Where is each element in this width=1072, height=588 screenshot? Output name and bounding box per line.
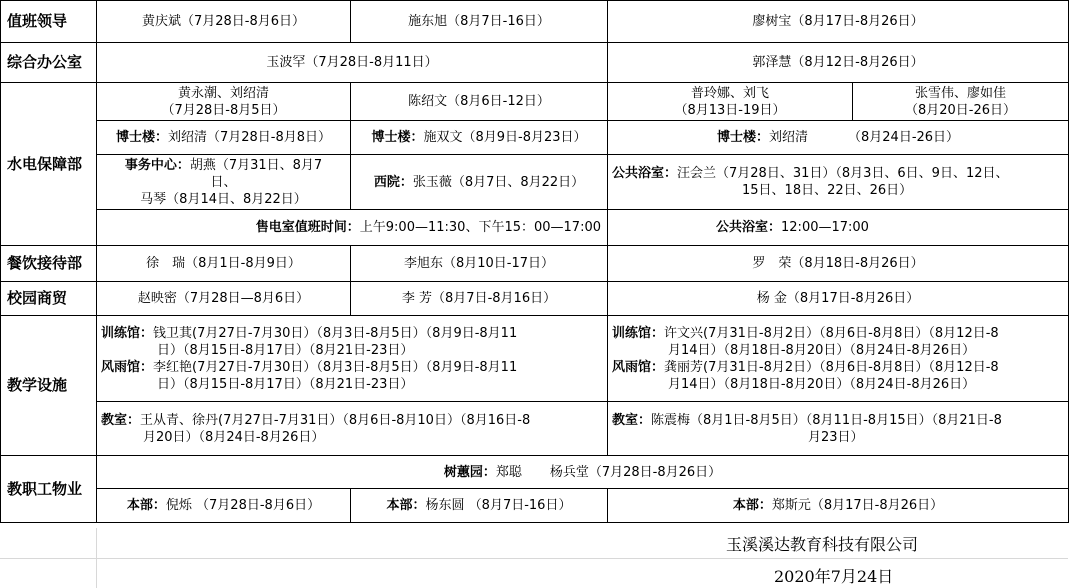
teaching-cell (97, 402, 608, 456)
property-label: 教职工物业 (1, 456, 97, 523)
gym-line (101, 325, 605, 342)
service-center-line (99, 191, 348, 208)
classroom-line (101, 412, 605, 429)
commerce-cell: 杨 金（8月17日-8月26日） (608, 282, 1069, 316)
building-text: 刘绍清 (768, 130, 808, 145)
leader-cell: 廖树宝（8月17日-8月26日） (608, 1, 1069, 43)
sales-hours-text: 上午9:00—11:30、下午15：00—17:00 (359, 220, 601, 235)
office-row (1, 43, 1069, 83)
property-cell (97, 489, 351, 523)
water-cell (853, 83, 1069, 121)
property-row-2 (1, 489, 1069, 523)
leader-label: 值班领导 (1, 1, 97, 43)
hall-text: 月14日）（8月18日-8月20日）（8月24日-8月26日） (668, 376, 976, 392)
bath-hours-label: 公共浴室： (716, 220, 782, 235)
office-label: 综合办公室 (1, 43, 97, 83)
water-cell (97, 155, 351, 210)
water-cell (608, 83, 853, 121)
commerce-label: 校园商贸 (1, 282, 97, 316)
classroom-text: 王从青、徐丹(7月27日-7月31日）（8月6日-8月10日）（8月16日-8 (140, 412, 531, 428)
water-row-2 (1, 121, 1069, 155)
water-names: 黄永潮、刘绍清 (177, 85, 269, 101)
service-center-text: 马琴（8月14日、8月22日） (140, 191, 307, 207)
water-cell (351, 155, 608, 210)
office-cell: 玉波罕（7月28日-8月11日） (97, 43, 608, 83)
hall-text: 龚丽芳(7月31日-8月2日）（8月6日-8月8日）（8月12日-8 (664, 359, 999, 375)
campus-label: 本部： (732, 498, 772, 513)
teaching-cell (608, 402, 1069, 456)
hall-line (101, 376, 605, 393)
bath-label: 公共浴室： (612, 166, 678, 181)
classroom-line (101, 429, 605, 446)
footer (0, 528, 1068, 588)
water-dates: （8月13日-19日） (674, 102, 786, 118)
bath-text: 15日、18日、22日、26日） (742, 183, 913, 198)
garden-text: 郑聪 (495, 464, 522, 480)
gym-text: 钱卫萁(7月27日-7月30日）（8月3日-8月5日）（8月9日-8月11 (153, 325, 518, 341)
building-text: 刘绍清（7月28日-8月8日） (167, 130, 332, 145)
water-dates: （8月20日-26日） (904, 102, 1017, 118)
teaching-cell (97, 316, 608, 402)
campus-label: 本部： (386, 498, 426, 513)
gym-line (612, 325, 1066, 342)
water-row-1 (1, 83, 1069, 121)
hall-label: 风雨馆： (612, 359, 665, 375)
gym-text: 许文兴(7月31日-8月2日）（8月6日-8月8日）（8月12日-8 (664, 325, 999, 341)
building-text: 施双文（8月9日-8月23日） (423, 130, 587, 145)
water-cell (97, 121, 351, 155)
property-cell (608, 489, 1069, 523)
water-cell (97, 83, 351, 121)
gym-text: 月14日）（8月18日-8月20日）（8月24日-8月26日） (668, 342, 976, 358)
water-cell (608, 210, 1069, 246)
company-name: 玉溪溪达教育科技有限公司 (726, 535, 919, 554)
teaching-cell (608, 316, 1069, 402)
west-yard-label: 西院： (373, 174, 413, 190)
catering-row (1, 246, 1069, 282)
gym-text: 日）（8月15日-8月17日）（8月21日-23日） (157, 342, 414, 358)
hall-line (612, 376, 1066, 393)
hall-line (101, 359, 605, 376)
water-cell: 陈绍文（8月6日-12日） (351, 83, 608, 121)
building-label: 博士楼： (115, 130, 168, 145)
property-cell (351, 489, 608, 523)
classroom-line (612, 412, 1066, 429)
teaching-row-2 (1, 402, 1069, 456)
catering-cell: 徐 瑞（8月1日-8月9日） (97, 246, 351, 282)
water-names: 普玲娜、刘飞 (690, 85, 769, 101)
water-cell (97, 210, 608, 246)
water-cell (608, 155, 1069, 210)
catering-cell: 罗 荣（8月18日-8月26日） (608, 246, 1069, 282)
water-row-3 (1, 155, 1069, 210)
gym-line (612, 342, 1066, 359)
hall-label: 风雨馆： (101, 359, 154, 375)
building-label: 博士楼： (371, 130, 424, 145)
document-date: 2020年7月24日 (774, 567, 894, 586)
classroom-text: 月23日） (808, 429, 864, 445)
garden-text: 杨兵堂（7月28日-8月26日） (549, 464, 722, 480)
classroom-text: 陈震梅（8月1日-8月5日）（8月11日-8月15日）（8月21日-8 (651, 412, 1002, 428)
property-cell (97, 456, 1069, 489)
campus-text: 杨东圆 （8月7日-16日） (425, 498, 572, 513)
office-cell: 郭泽慧（8月12日-8月26日） (608, 43, 1069, 83)
service-center-line (99, 157, 348, 174)
classroom-line (612, 429, 1066, 446)
commerce-row (1, 282, 1069, 316)
sales-hours-label: 售电室值班时间： (255, 220, 360, 235)
gym-line (101, 342, 605, 359)
service-center-line (99, 174, 348, 191)
bath-line (612, 165, 1066, 182)
water-cell (351, 121, 608, 155)
garden-label: 树蕙园： (443, 464, 496, 480)
west-yard-text: 张玉薇（8月7日、8月22日） (412, 174, 585, 190)
catering-cell: 李旭东（8月10日-17日） (351, 246, 608, 282)
bath-text: 汪会兰（7月28日、31日）（8月3日、6日、9日、12日、 (677, 166, 1009, 181)
building-text: （8月24日-26日） (848, 130, 960, 145)
water-row-4 (1, 210, 1069, 246)
bath-line (612, 182, 1066, 199)
gym-label: 训练馆： (101, 325, 154, 341)
classroom-label: 教室： (101, 412, 141, 428)
teaching-row-1 (1, 316, 1069, 402)
campus-text: 郑斯元（8月17日-8月26日） (771, 498, 944, 513)
building-label: 博士楼： (716, 130, 769, 145)
water-names: 张雪伟、廖如佳 (915, 85, 1007, 101)
gym-label: 训练馆： (612, 325, 665, 341)
water-cell (608, 121, 1069, 155)
teaching-label: 教学设施 (1, 316, 97, 456)
classroom-text: 月20日）（8月24日-8月26日） (143, 429, 325, 445)
service-center-label: 事务中心： (124, 157, 190, 173)
commerce-cell: 赵映密（7月28日—8月6日） (97, 282, 351, 316)
hall-line (612, 359, 1066, 376)
bath-hours-text: 12:00—17:00 (781, 220, 869, 235)
leader-row (1, 1, 1069, 43)
grid-line (0, 558, 1068, 559)
hall-text: 李红艳(7月27日-7月30日）（8月3日-8月5日）（8月9日-8月11 (153, 359, 518, 375)
property-row-1 (1, 456, 1069, 489)
water-label: 水电保障部 (1, 83, 97, 246)
leader-cell: 黄庆斌（7月28日-8月6日） (97, 1, 351, 43)
commerce-cell: 李 芳（8月7日-8月16日） (351, 282, 608, 316)
leader-cell: 施东旭（8月7日-16日） (351, 1, 608, 43)
campus-label: 本部： (126, 498, 166, 513)
campus-text: 倪烁 （7月28日-8月6日） (165, 498, 321, 513)
service-center-text: 胡燕（7月31日、8月7 (189, 157, 323, 173)
catering-label: 餐饮接待部 (1, 246, 97, 282)
service-center-text: 日、 (210, 174, 237, 190)
classroom-label: 教室： (612, 412, 652, 428)
hall-text: 日）（8月15日-8月17日）（8月21日-23日） (157, 376, 414, 392)
water-dates: （7月28日-8月5日） (161, 102, 286, 118)
